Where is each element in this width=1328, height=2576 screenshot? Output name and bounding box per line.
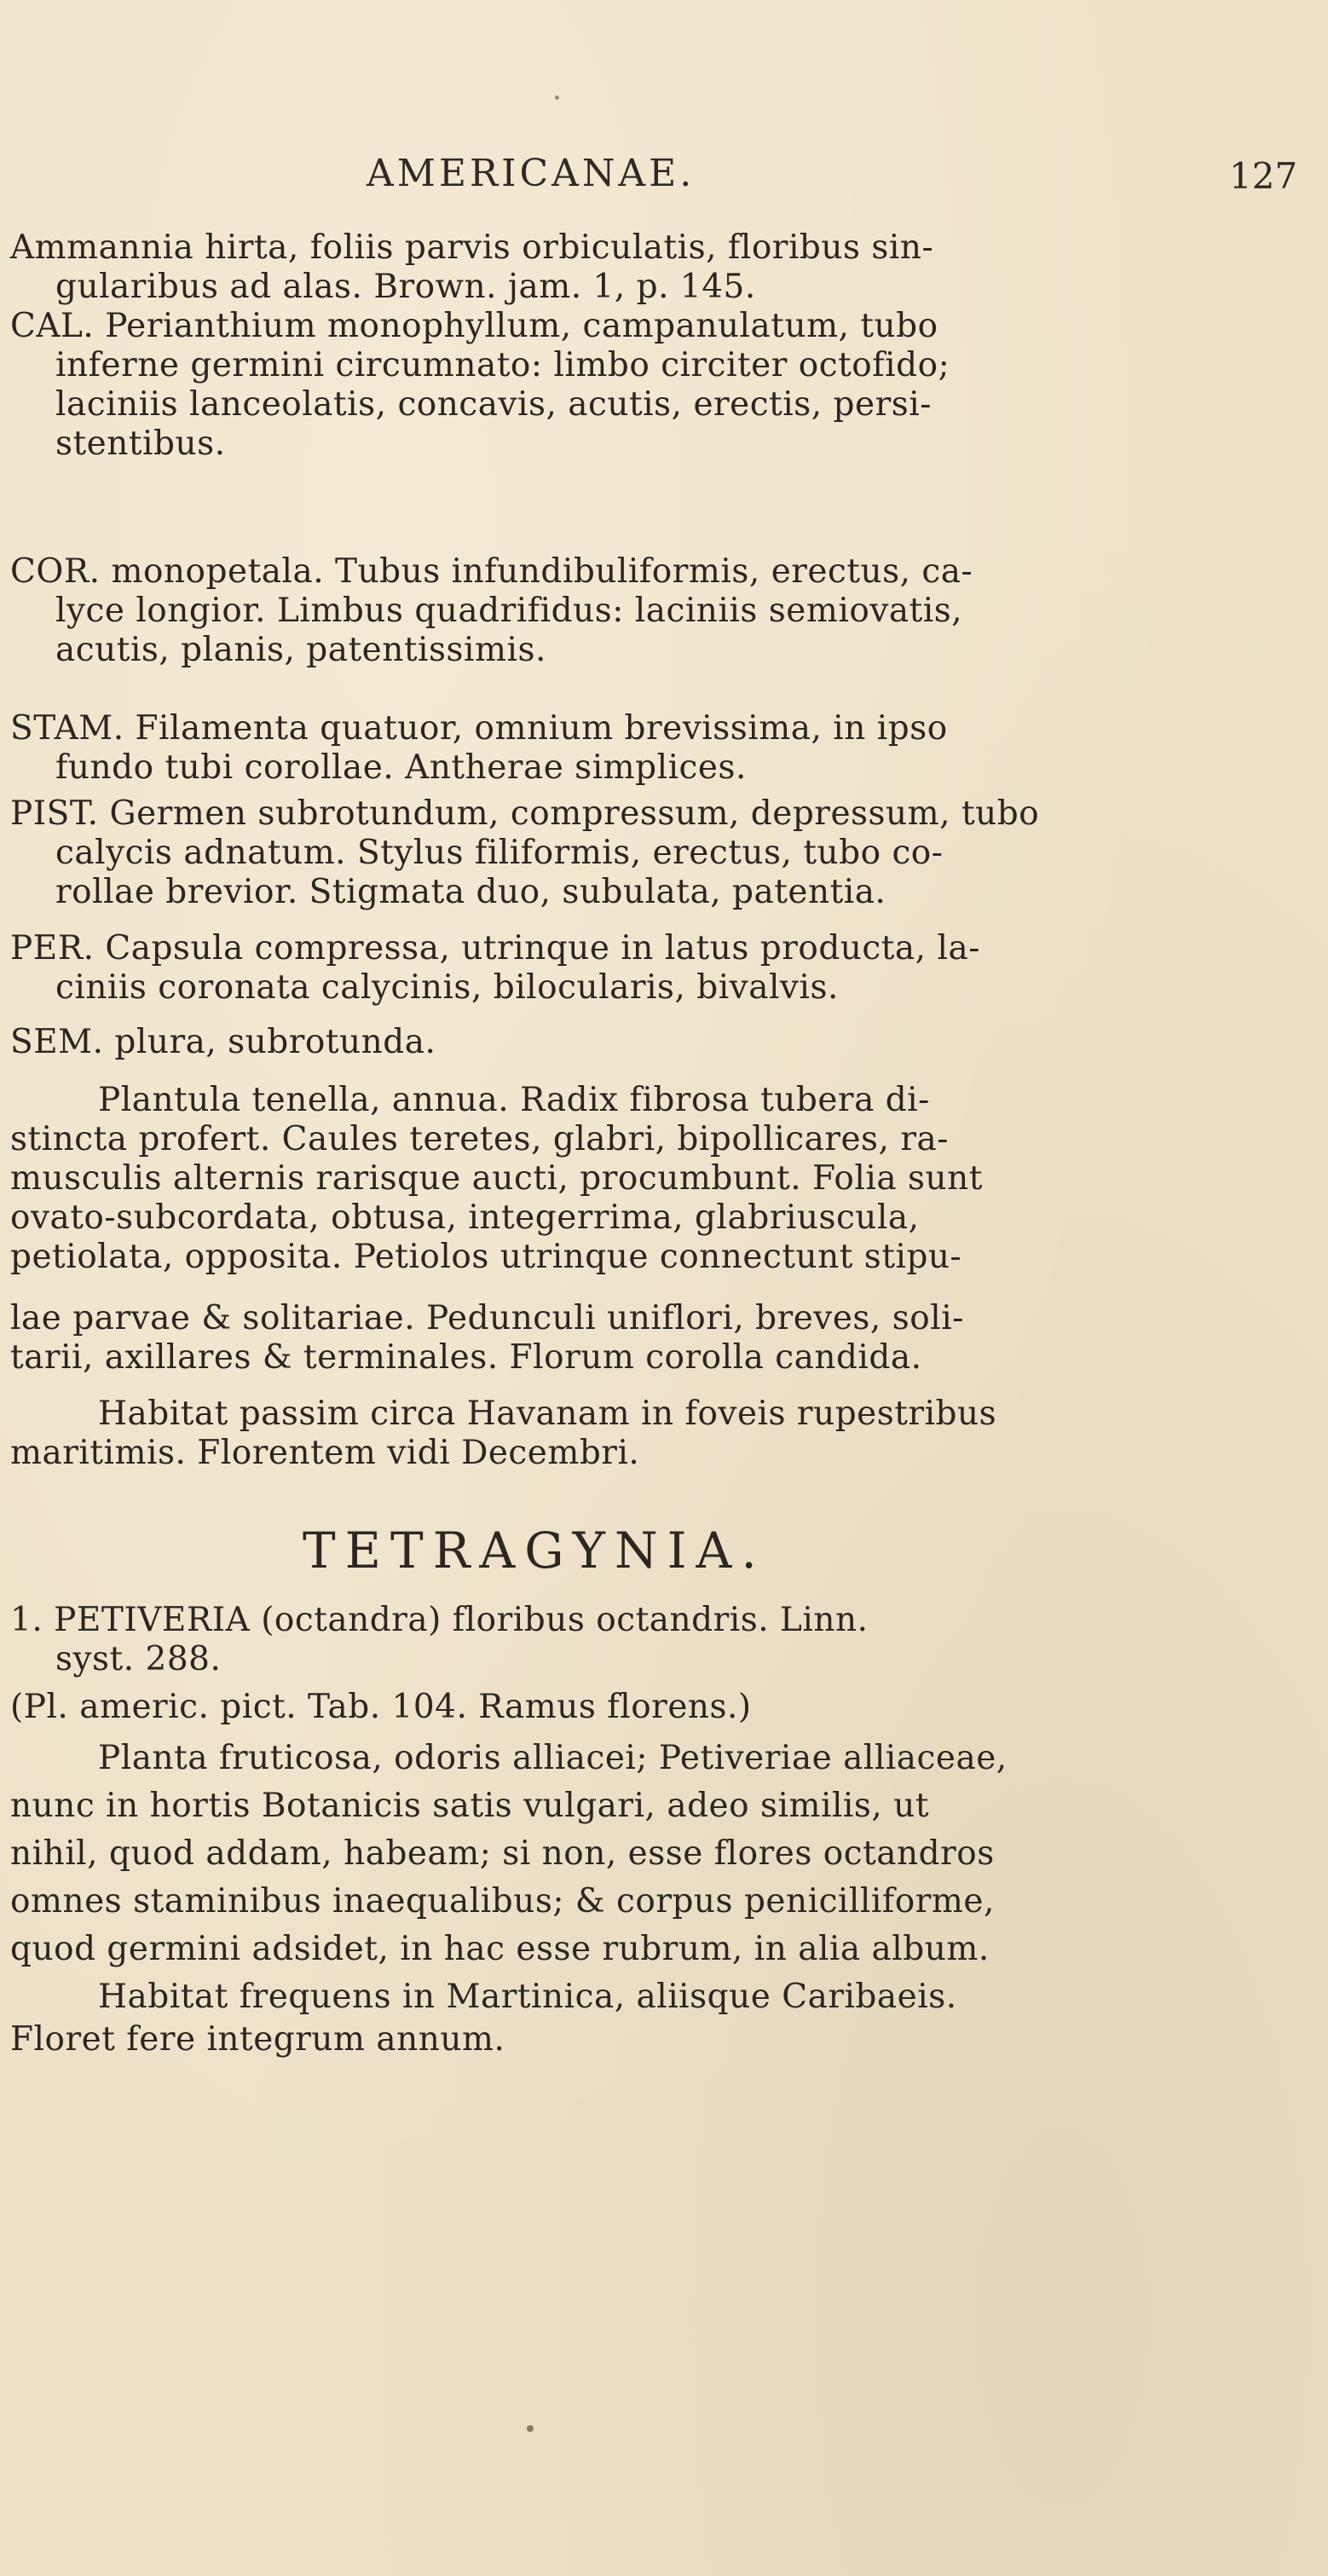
section-title: TETRAGYNIA.	[303, 1522, 766, 1580]
text-line: nihil, quod addam, habeam; si non, esse flores octandros	[10, 1834, 995, 1873]
running-head: AMERICANAE.	[367, 152, 696, 195]
text-line: calycis adnatum. Stylus filiformis, erectus, tubo co-	[55, 834, 944, 872]
text-line: syst. 288.	[55, 1640, 222, 1678]
text-line: ovato-subcordata, obtusa, integerrima, glabriuscula,	[10, 1198, 920, 1237]
text-line: Habitat frequens in Martinica, aliisque Caribaeis.	[98, 1978, 957, 2016]
text-line: ciniis coronata calycinis, bilocularis, bivalvis.	[55, 968, 839, 1007]
text-line: musculis alternis rarisque aucti, procumbunt. Folia sunt	[10, 1159, 983, 1198]
text-line: lae parvae & solitariae. Pedunculi uniflori, breves, soli-	[10, 1299, 964, 1337]
text-line: CAL. Perianthium monophyllum, campanulatum, tubo	[10, 307, 938, 345]
text-line: laciniis lanceolatis, concavis, acutis, erectis, persi-	[55, 385, 932, 424]
text-line: Floret fere integrum annum.	[10, 2020, 505, 2059]
ink-speck	[555, 95, 559, 100]
text-line: COR. monopetala. Tubus infundibuliformis, erectus, ca-	[10, 552, 973, 591]
page-number: 127	[1229, 155, 1298, 197]
ink-speck	[527, 2425, 534, 2432]
text-line: lyce longior. Limbus quadrifidus: laciniis semiovatis,	[55, 592, 963, 630]
text-line: stincta profert. Caules teretes, glabri, bipollicares, ra-	[10, 1120, 949, 1158]
text-line: Planta fruticosa, odoris alliacei; Petiveriae alliaceae,	[98, 1739, 1008, 1777]
text-line: quod germini adsidet, in hac esse rubrum, in alia album.	[10, 1930, 990, 1968]
text-line: gularibus ad alas. Brown. jam. 1, p. 145.	[55, 268, 756, 306]
text-line: rollae brevior. Stigmata duo, subulata, patentia.	[55, 873, 886, 911]
text-line: nunc in hortis Botanicis satis vulgari, adeo similis, ut	[10, 1787, 929, 1825]
text-line: maritimis. Florentem vidi Decembri.	[10, 1434, 640, 1472]
text-line: PIST. Germen subrotundum, compressum, depressum, tubo	[10, 794, 1040, 833]
text-line: omnes staminibus inaequalibus; & corpus penicilliforme,	[10, 1882, 995, 1920]
text-line: tarii, axillares & terminales. Florum corolla candida.	[10, 1338, 922, 1377]
text-line: fundo tubi corollae. Antherae simplices.	[55, 748, 747, 787]
text-line: (Pl. americ. pict. Tab. 104. Ramus florens.)	[10, 1688, 752, 1726]
text-line: inferne germini circumnato: limbo circiter octofido;	[55, 346, 950, 384]
text-line: Plantula tenella, annua. Radix fibrosa tubera di-	[98, 1081, 930, 1119]
text-line: PER. Capsula compressa, utrinque in latus producta, la-	[10, 929, 980, 967]
text-line: petiolata, opposita. Petiolos utrinque connectunt stipu-	[10, 1238, 962, 1276]
text-line: 1. PETIVERIA (octandra) floribus octandris. Linn.	[10, 1601, 869, 1639]
text-line: acutis, planis, patentissimis.	[55, 631, 546, 669]
text-line: stentibus.	[55, 425, 226, 463]
text-line: Habitat passim circa Havanam in foveis rupestribus	[98, 1395, 997, 1433]
text-line: SEM. plura, subrotunda.	[10, 1023, 436, 1061]
text-line: Ammannia hirta, foliis parvis orbiculatis, floribus sin-	[10, 228, 934, 267]
page-header	[0, 152, 1328, 203]
text-line: STAM. Filamenta quatuor, omnium brevissima, in ipso	[10, 709, 948, 748]
